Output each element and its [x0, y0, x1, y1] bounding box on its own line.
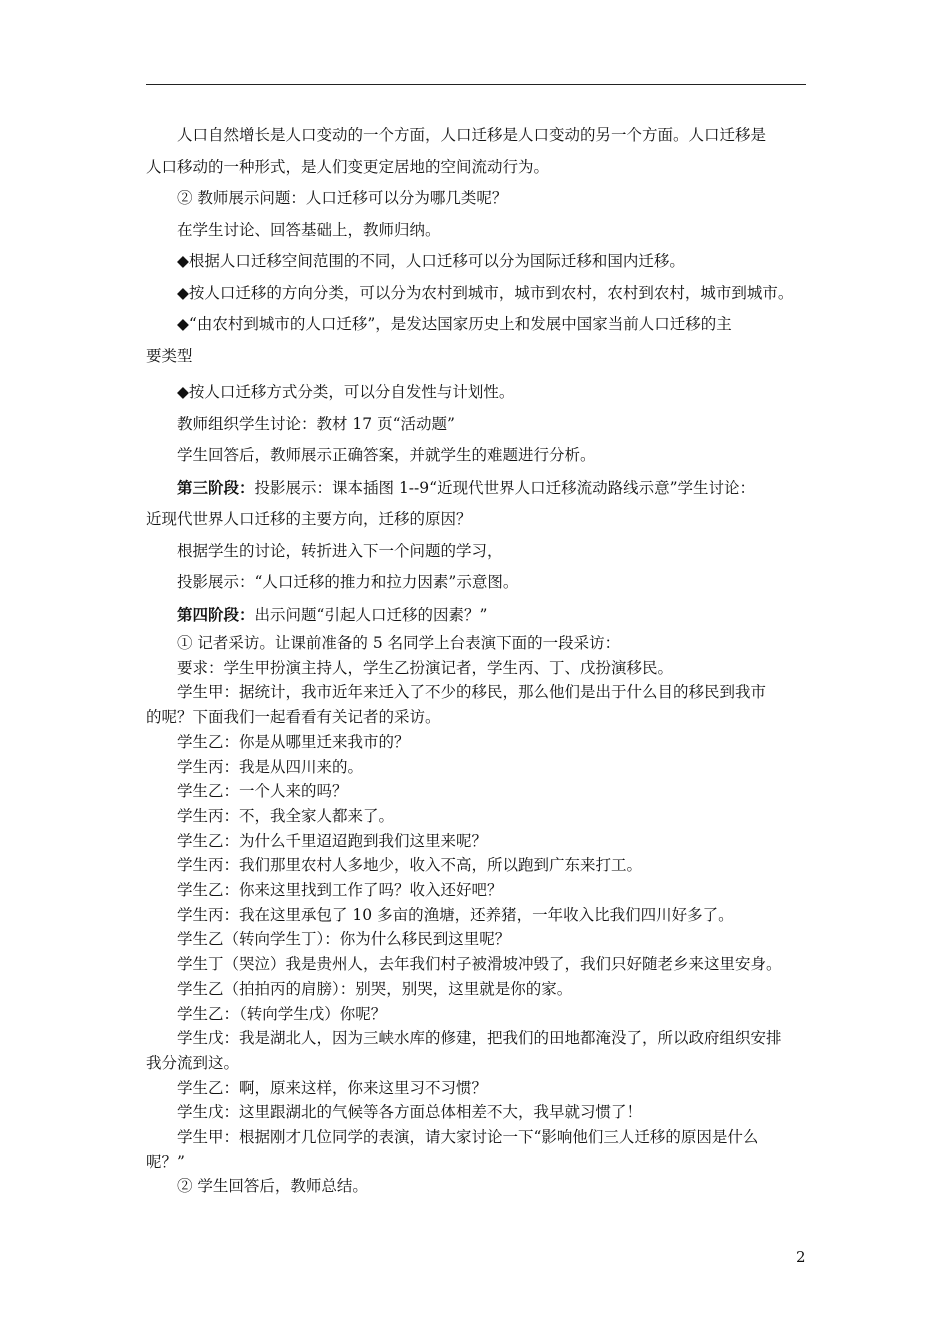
- paragraph-line: [146, 1026, 810, 1051]
- paragraph-line: [146, 903, 810, 928]
- line-text: 近现代世界人口迁移的主要方向，迁移的原因？: [146, 510, 472, 528]
- paragraph-line: [146, 1174, 810, 1199]
- line-text: 学生乙：一个人来的吗？: [177, 782, 348, 801]
- line-text: 投影展示：“人口迁移的推力和拉力因素”示意图。: [177, 573, 519, 591]
- paragraph-line: [146, 927, 810, 952]
- paragraph-line: [146, 1051, 810, 1076]
- wide-section: [146, 120, 810, 631]
- line-text: ◆按人口迁移方式分类，可以分自发性与计划性。: [177, 383, 515, 401]
- paragraph-line: [146, 755, 810, 780]
- paragraph-line: [146, 152, 810, 184]
- paragraph-line: [146, 409, 810, 441]
- paragraph-line: [146, 878, 810, 903]
- paragraph-line: [146, 341, 810, 373]
- paragraph-line: [146, 567, 810, 599]
- document-body: [146, 120, 810, 1199]
- line-text: 学生甲：据统计，我市近年来迁入了不少的移民，那么他们是出于什么目的移民到我市: [177, 683, 767, 702]
- header-rule: [146, 84, 806, 85]
- line-text: 的呢？下面我们一起看看有关记者的采访。: [146, 708, 441, 727]
- paragraph-line: [146, 631, 810, 656]
- line-text: 学生丁（哭泣）我是贵州人，去年我们村子被滑坡冲毁了，我们只好随老乡来这里安身。: [177, 955, 782, 974]
- line-text: 人口自然增长是人口变动的一个方面，人口迁移是人口变动的另一个方面。人口迁移是: [177, 126, 767, 144]
- line-text: 学生丙：我是从四川来的。: [177, 757, 364, 776]
- line-text: 学生甲：根据刚才几位同学的表演，请大家讨论一下“影响他们三人迁移的原因是什么: [177, 1128, 759, 1147]
- line-text: 学生乙：你是从哪里迁来我市的？: [177, 732, 410, 751]
- line-text: 根据学生的讨论，转折进入下一个问题的学习，: [177, 541, 503, 560]
- line-text: ◆按人口迁移的方向分类，可以分为农村到城市，城市到农村，农村到农村，城市到城市。: [177, 283, 794, 302]
- paragraph-line: [146, 656, 810, 681]
- paragraph-line: [146, 1125, 810, 1150]
- stage-heading: 第四阶段：: [177, 604, 255, 624]
- paragraph-line: [146, 1150, 810, 1175]
- dialogue-section: [146, 631, 810, 1199]
- line-text: 学生乙：你来这里找到工作了吗？收入还好吧？: [177, 881, 503, 900]
- line-text: 学生乙（拍拍丙的肩膀）：别哭，别哭，这里就是你的家。: [177, 979, 573, 998]
- line-text: 呢？”: [146, 1152, 185, 1171]
- paragraph-line: [146, 1076, 810, 1101]
- line-text: ◆根据人口迁移空间范围的不同，人口迁移可以分为国际迁移和国内迁移。: [177, 252, 685, 270]
- line-text: 学生乙：（转向学生戊）你呢？: [177, 1004, 387, 1023]
- paragraph-line: [146, 977, 810, 1002]
- line-text: ② 教师展示问题：人口迁移可以分为哪几类呢？: [177, 189, 508, 207]
- paragraph-line: [146, 215, 810, 247]
- line-text: 要求：学生甲扮演主持人，学生乙扮演记者，学生丙、丁、戊扮演移民。: [177, 658, 674, 677]
- line-text: 人口移动的一种形式，是人们变更定居地的空间流动行为。: [146, 157, 550, 176]
- paragraph-line: [146, 599, 810, 632]
- line-text: 学生回答后，教师展示正确答案，并就学生的难题进行分析。: [177, 446, 596, 464]
- stage-heading: 第三阶段：: [177, 477, 255, 497]
- line-text: 学生乙：为什么千里迢迢跑到我们这里来呢？: [177, 831, 488, 850]
- paragraph-line: [146, 309, 810, 341]
- paragraph-line: [146, 472, 810, 505]
- paragraph-line: [146, 952, 810, 977]
- line-text: 学生丙：我们那里农村人多地少，收入不高，所以跑到广东来打工。: [177, 856, 643, 875]
- paragraph-line: [146, 853, 810, 878]
- line-text: 学生乙（转向学生丁）：你为什么移民到这里呢？: [177, 930, 511, 949]
- line-text: 学生丙：我在这里承包了 10 多亩的渔塘，还养猪，一年收入比我们四川好多了。: [177, 905, 734, 924]
- paragraph-line: [146, 183, 810, 215]
- page-number: 2: [796, 1248, 806, 1266]
- paragraph-line: [146, 705, 810, 730]
- paragraph-line: [146, 1002, 810, 1027]
- line-text: 我分流到这。: [146, 1053, 240, 1072]
- line-text: 学生丙：不，我全家人都来了。: [177, 806, 395, 825]
- paragraph-line: [146, 804, 810, 829]
- line-text: 投影展示：课本插图 1--9“近现代世界人口迁移流动路线示意”学生讨论：: [254, 478, 755, 497]
- paragraph-line: [146, 1100, 810, 1125]
- paragraph-line: [146, 120, 810, 152]
- paragraph-line: [146, 377, 810, 409]
- line-text: 要类型: [146, 346, 193, 365]
- line-text: 学生戊：这里跟湖北的气候等各方面总体相差不大，我早就习惯了！: [177, 1103, 643, 1122]
- line-text: 学生戊：我是湖北人，因为三峡水库的修建，把我们的田地都淹没了，所以政府组织安排: [177, 1029, 782, 1048]
- paragraph-line: [146, 730, 810, 755]
- paragraph-line: [146, 536, 810, 568]
- line-text: 学生乙：啊，原来这样，你来这里习不习惯？: [177, 1078, 488, 1097]
- paragraph-line: [146, 440, 810, 472]
- line-text: ① 记者采访。让课前准备的 5 名同学上台表演下面的一段采访：: [177, 634, 621, 652]
- paragraph-line: [146, 779, 810, 804]
- line-text: ② 学生回答后，教师总结。: [177, 1177, 368, 1196]
- paragraph-line: [146, 829, 810, 854]
- paragraph-line: [146, 680, 810, 705]
- paragraph-line: [146, 504, 810, 536]
- line-text: ◆“由农村到城市的人口迁移”，是发达国家历史上和发展中国家当前人口迁移的主: [177, 315, 732, 333]
- paragraph-line: [146, 278, 810, 310]
- paragraph-line: [146, 246, 810, 278]
- line-text: 教师组织学生讨论：教材 17 页“活动题”: [177, 414, 455, 433]
- line-text: 在学生讨论、回答基础上，教师归纳。: [177, 220, 441, 239]
- line-text: 出示问题“引起人口迁移的因素？”: [254, 605, 488, 624]
